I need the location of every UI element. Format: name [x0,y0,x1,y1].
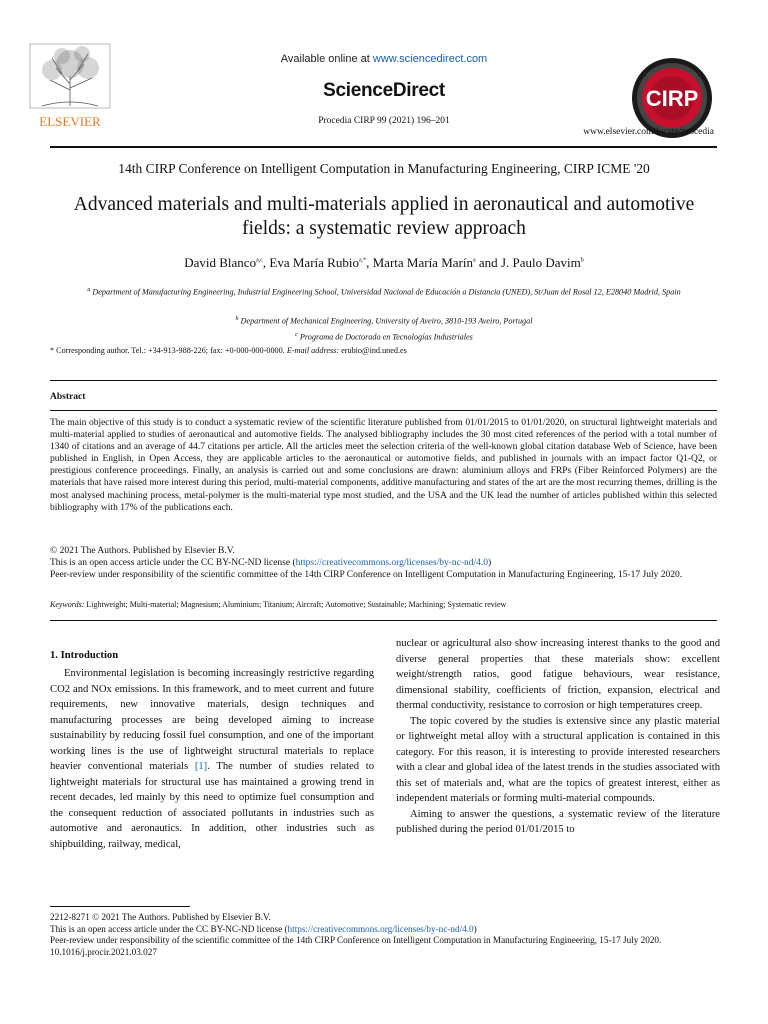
body-column-left [50,666,374,852]
abstract-top-divider [50,380,717,381]
author-affiliation-mark: b [580,257,584,264]
available-online: Available online at www.sciencedirect.com [280,53,488,65]
affiliation-b: $^b$ Department of Mechanical Engineering, University of Aveiro, 3810-193 Aveiro, Portugal [235,316,533,326]
journal-reference: Procedia CIRP 99 (2021) 196–201 [318,116,450,126]
footer-notes: 2212-8271 © 2021 The Authors. Published by Elsevier B.V. This is an open access article under the CC BY-NC-ND license (https://creativecommons.org/licenses/by-nc-nd/4.0) Peer-review under responsibility of the scientific committee of the 14th CIRP Conference on Intelligent Computation in Manufacturing Engineering, 15-17 July 2020. 10.1016/j.procir.2021.03.027 [50,912,717,958]
abstract-heading: Abstract [50,392,86,402]
author-name: J. Paulo Davim [500,255,581,270]
license-link[interactable]: https://creativecommons.org/licenses/by-nc-nd/4.0 [295,558,489,568]
affiliation-c: $^c$ Programa de Doctorado en Tecnologías Industriales [295,332,473,342]
doi[interactable]: 10.1016/j.procir.2021.03.027 [50,946,157,957]
paragraph: Aiming to answer the questions, a systematic review of the literature published during the period 01/01/2015 to [396,808,720,835]
keywords-divider [50,620,717,621]
paragraph: Environmental legislation is becoming increasingly restrictive regarding CO2 and NOx emissions. In this framework, and to meet current and future requirements, new innovative materials, design techniques and manufacturing processes are being developed aiming to increase sustainability by reducing fossil fuel consumption, and one of the important working lines is the use of lightweight structural materials to replace heavier conventional materials [1]. The number of studies related to lightweight materials for structural use has maintained a growing trend in recent decades, led mainly by this need to optimize fuel consumption and the consequent reduction of associated pollutants in industries such as automotive and aeronautics. In addition, other industries such as shipbuilding, railway, medical, [50,668,374,850]
author-name: Marta María Marín [372,255,473,270]
journal-url[interactable]: www.elsevier.com/locate/procedia [583,127,714,137]
sciencedirect-brand: ScienceDirect [323,80,445,101]
abstract-text: The main objective of this study is to conduct a systematic review of the scientific literature published from 01/01/2015 to 01/01/2020, on structural lightweight materials and multi-material applied to studies of aeronautical and automotive fields. The analysed bibliography includes the 30 most cited references of the period with a total number of 1340 of citations and an average of 44.7 citations per article. All the articles meet the selection criteria of the well-known global citation database Web of Science, have been published in English, in Open Access, they are applicable articles to the aeronautical or automotive fields, and published in journals with an impact factor Q1-Q2, or prestigious conference proceedings. Finally, an analysis is carried out and some conclusions are drawn: aluminium alloys and FRPs (Fiber Reinforced Polymers) are the materials that have raised more interest during this period, multi-material components, additive manufacturing and states of the art are the most recurring themes, drilling is the most analysed machining process, metal-polymer is the multi-material type most studied, and the USA and the UK lead the number of articles published within this selected bibliography with 17% of the publications each. [50,418,717,513]
header-divider [50,146,717,148]
citation-link[interactable]: [1] [194,761,208,772]
corresponding-author: * Corresponding author. Tel.: +34-913-988-226; fax: +0-000-000-0000. E-mail address: erubio@ind.uned.es [50,346,407,355]
body-column-right [396,636,720,838]
author-affiliation-mark: a,c [256,257,263,264]
section-heading-introduction: 1. Introduction [50,650,119,661]
footer-license-link[interactable]: https://creativecommons.org/licenses/by-nc-nd/4.0 [287,923,474,934]
paragraph: The topic covered by the studies is extensive since any plastic material or lightweight metal alloy with a structural application is contained in this category. For this reason, it is interesting to provide interested researchers with a clear and global idea of the latest trends in the studies associated with this set of materials and, what are the topics of greatest interest, either as independent materials or forming multi-material compounds. [396,715,720,804]
author-name: David Blanco [184,255,257,270]
cirp-wordmark: CIRP [645,86,699,111]
author-affiliation-mark: a,* [358,257,367,264]
affiliation-a: $^a$ Department of Manufacturing Engineering, Industrial Engineering School, Universidad Nacional de Educación a Distancia (UNED), St/Juan del Rosal 12, E28040 Madrid, Spain [87,287,681,297]
copyright-block: © 2021 The Authors. Published by Elsevier B.V. This is an open access article under the CC BY-NC-ND license (https://creativecommons.org/licenses/by-nc-nd/4.0) Peer-review under responsibility of the scientific committee of the 14th CIRP Conference on Intelligent Computation in Manufacturing Engineering, 15-17 July 2020. [50,546,683,580]
author-list: David Blanco$^{a,c}$, Eva María Rubio$^{a,*}$, Marta María Marín$^a$ and J. Paulo Davim$^b$ [184,255,584,270]
elsevier-wordmark: ELSEVIER [39,114,101,129]
keywords: Keywords: Lightweight; Multi-material; Magnesium; Aluminium; Titanium; Aircraft; Automotive; Sustainable; Machining; Systematic review [50,600,507,609]
author-affiliation-mark: a [472,257,476,264]
conference-name: 14th CIRP Conference on Intelligent Computation in Manufacturing Engineering, CIRP ICME '20 [118,161,650,176]
email-address[interactable]: erubio@ind.uned.es [339,346,407,355]
abstract-heading-divider [50,410,717,411]
paper-title: Advanced materials and multi-materials applied in aeronautical and automotive fields: a systematic review approach [73,194,695,239]
sciencedirect-link[interactable]: www.sciencedirect.com [372,53,488,65]
author-name: Eva María Rubio [269,255,359,270]
footer-divider [50,906,190,907]
paragraph: nuclear or agricultural also show increasing interest thanks to the good and diverse general properties that these materials show: excellent weight/strength ratios, good fatigue behaviours, wear resistance, dimensional stability, coefficients of friction, expansion, electrical and thermal conductivity, resistance to corrosion or high temperatures creep. [396,638,720,711]
